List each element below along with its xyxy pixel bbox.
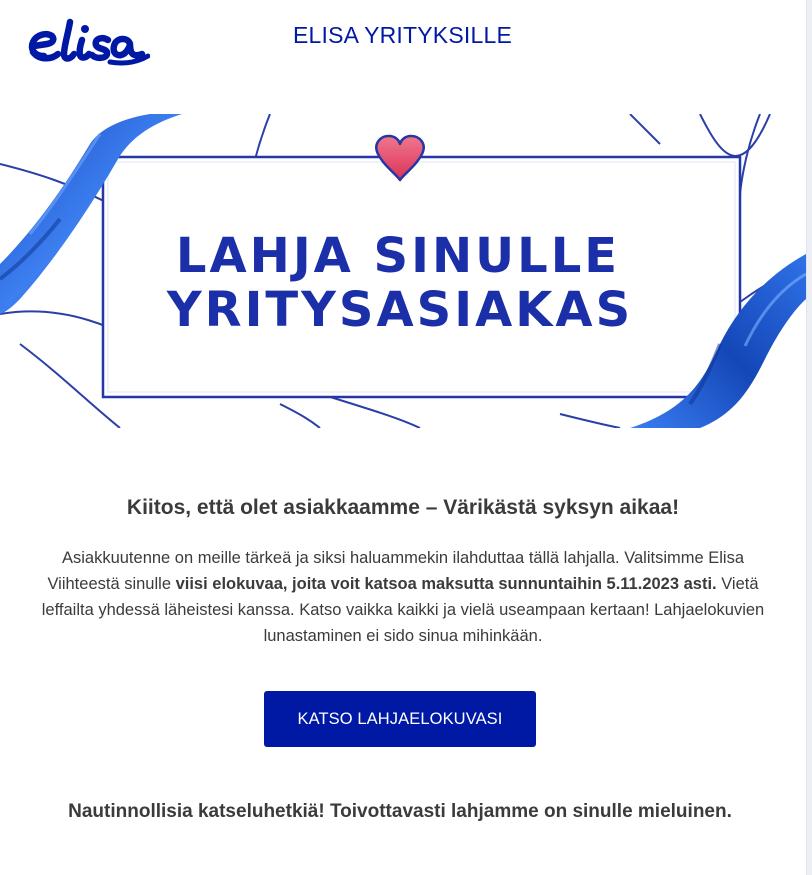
body-text-part-2: Vietä leffailta yhdessä läheistesi kanssa. Katso vaikka kaikki ja vielä useampaan kertaan! Lahjaelokuvien lunastaminen ei sido sinua mihinkään. <box>41 575 765 645</box>
cta-container <box>264 691 536 747</box>
email-content <box>0 495 806 649</box>
body-text <box>29 545 777 649</box>
headline: Kiitos, että olet asiakkaamme – Värikästä syksyn aikaa! <box>126 496 680 519</box>
brand-title: ELISA YRITYKSILLE <box>292 22 513 48</box>
window-edge <box>806 0 812 875</box>
closing-text: Nautinnollisia katseluhetkiä! Toivottavasti lahjamme on sinulle mieluinen. <box>68 801 732 822</box>
hero-banner <box>0 114 806 428</box>
hero-line-2: YRITYSASIAKAS <box>166 282 634 338</box>
watch-gift-movies-button[interactable]: KATSO LAHJAELOKUVASI <box>264 691 536 747</box>
body-text-part-1: Asiakkuutenne on meille tärkeä ja siksi haluammekin ilahduttaa tällä lahjalla. Valitsimme Elisa Viihteestä sinulle <box>47 549 745 593</box>
body-text-bold: viisi elokuvaa, joita voit katsoa maksutta sunnuntaihin 5.11.2023 asti. <box>175 575 717 593</box>
elisa-logo[interactable] <box>24 16 150 72</box>
email-header <box>0 0 806 100</box>
hero-line-1: LAHJA SINULLE <box>175 228 621 284</box>
